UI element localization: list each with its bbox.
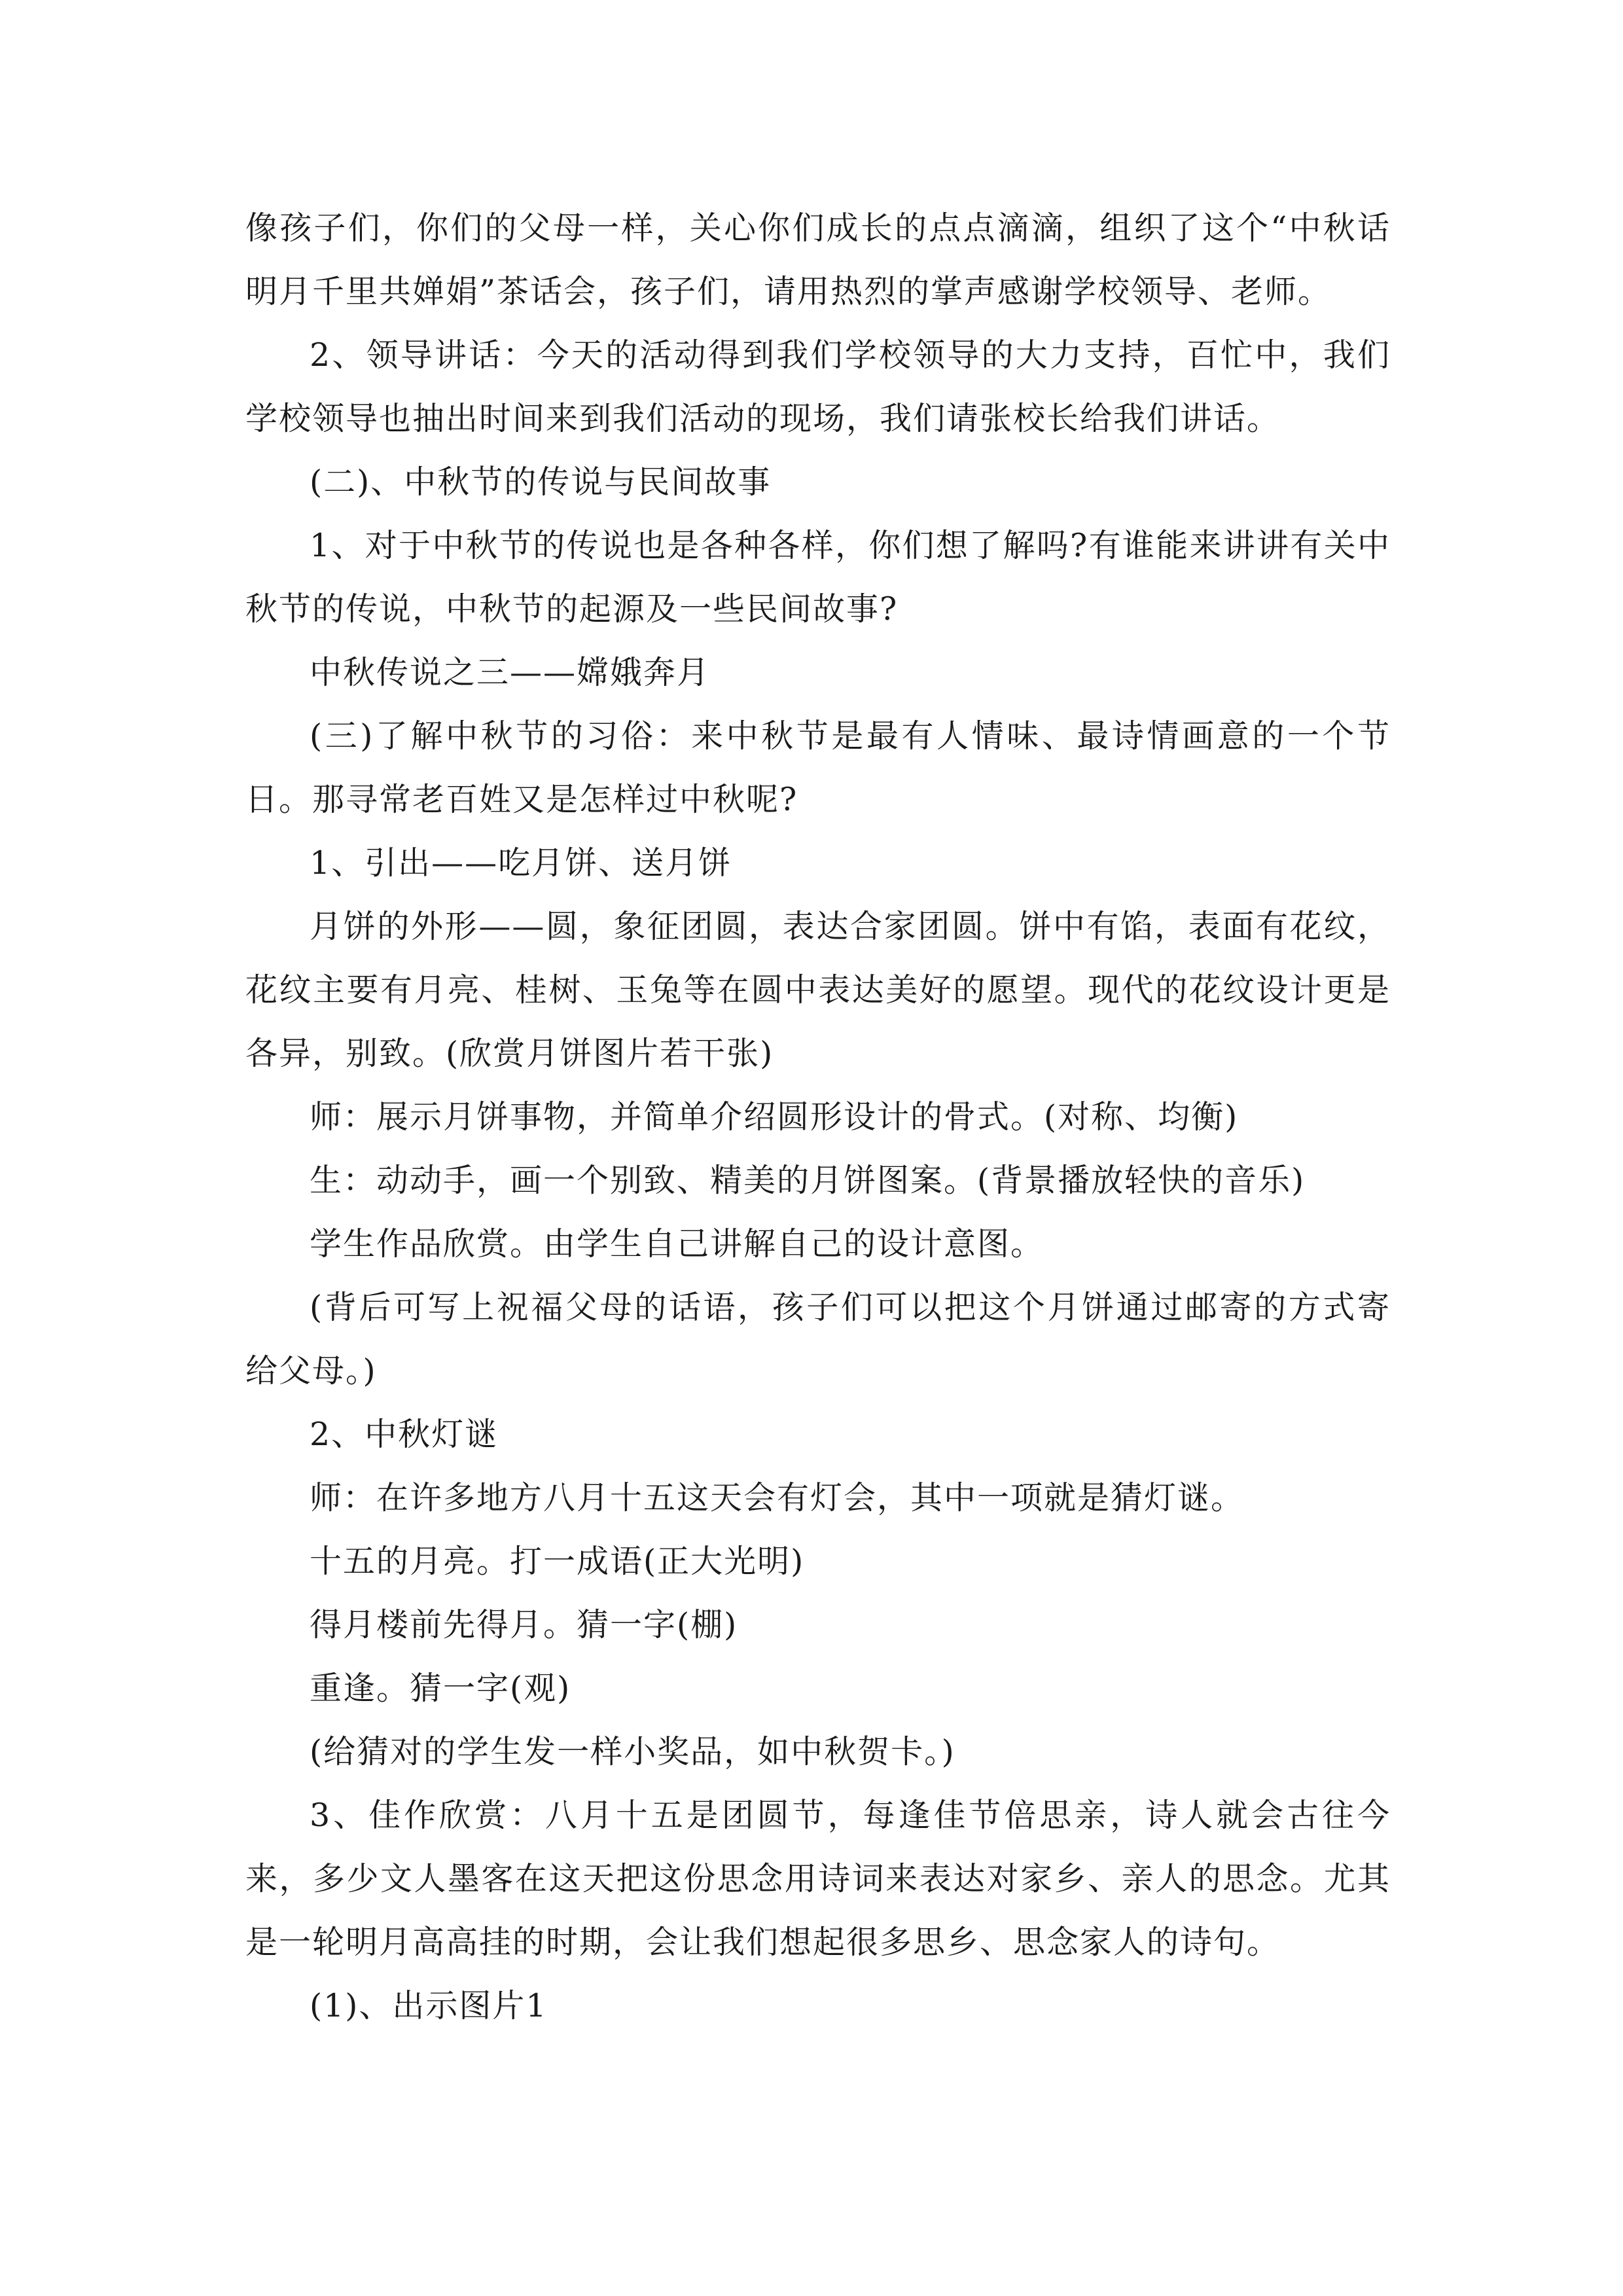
paragraph: 像孩子们，你们的父母一样，关心你们成长的点点滴滴，组织了这个“中秋话明月千里共婵娟”茶话会，孩子们，请用热烈的掌声感谢学校领导、老师。 xyxy=(245,209,1391,310)
riddle: 得月楼前先得月。猜一字(棚) xyxy=(310,1606,738,1643)
paragraph: 2、领导讲话：今天的活动得到我们学校领导的大力支持，百忙中，我们学校领导也抽出时间来到我们活动的现场，我们请张校长给我们讲话。 xyxy=(245,336,1391,437)
riddle: 重逢。猜一字(观) xyxy=(310,1670,571,1707)
paragraph: 月饼的外形——圆，象征团圆，表达合家团圆。饼中有馅，表面有花纹，花纹主要有月亮、桂树、玉兔等在圆中表达美好的愿望。现代的花纹设计更是各异，别致。(欣赏月饼图片若干张) xyxy=(245,908,1391,1072)
paragraph: 2、中秋灯谜 xyxy=(310,1416,499,1453)
paragraph: 师：展示月饼事物，并简单介绍圆形设计的骨式。(对称、均衡) xyxy=(310,1098,1239,1136)
paragraph: (1)、出示图片1 xyxy=(310,1987,548,2024)
paragraph: 学生作品欣赏。由学生自己讲解自己的设计意图。 xyxy=(310,1225,1044,1263)
riddle: 十五的月亮。打一成语(正大光明) xyxy=(310,1543,805,1580)
paragraph: 1、引出——吃月饼、送月饼 xyxy=(310,844,732,882)
paragraph: 生：动动手，画一个别致、精美的月饼图案。(背景播放轻快的音乐) xyxy=(310,1162,1306,1199)
paragraph: 1、对于中秋节的传说也是各种各样，你们想了解吗?有谁能来讲讲有关中秋节的传说，中秋节的起源及一些民间故事? xyxy=(245,527,1391,628)
section-heading: (三)了解中秋节的习俗：来中秋节是最有人情味、最诗情画意的一个节日。那寻常老百姓又是怎样过中秋呢? xyxy=(245,717,1391,818)
paragraph: (背后可写上祝福父母的话语，孩子们可以把这个月饼通过邮寄的方式寄给父母。) xyxy=(245,1289,1391,1390)
paragraph: (给猜对的学生发一样小奖品，如中秋贺卡。) xyxy=(310,1733,955,1770)
paragraph: 师：在许多地方八月十五这天会有灯会，其中一项就是猜灯谜。 xyxy=(310,1479,1245,1516)
section-heading: (二)、中秋节的传说与民间故事 xyxy=(310,463,772,501)
paragraph: 中秋传说之三——嫦娥奔月 xyxy=(310,654,711,691)
paragraph: 3、佳作欣赏：八月十五是团圆节，每逢佳节倍思亲，诗人就会古往今来，多少文人墨客在这天把这份思念用诗词来表达对家乡、亲人的思念。尤其是一轮明月高高挂的时期，会让我们想起很多思乡、思念家人的诗句。 xyxy=(245,1797,1391,1961)
body-text xyxy=(245,196,1391,2037)
